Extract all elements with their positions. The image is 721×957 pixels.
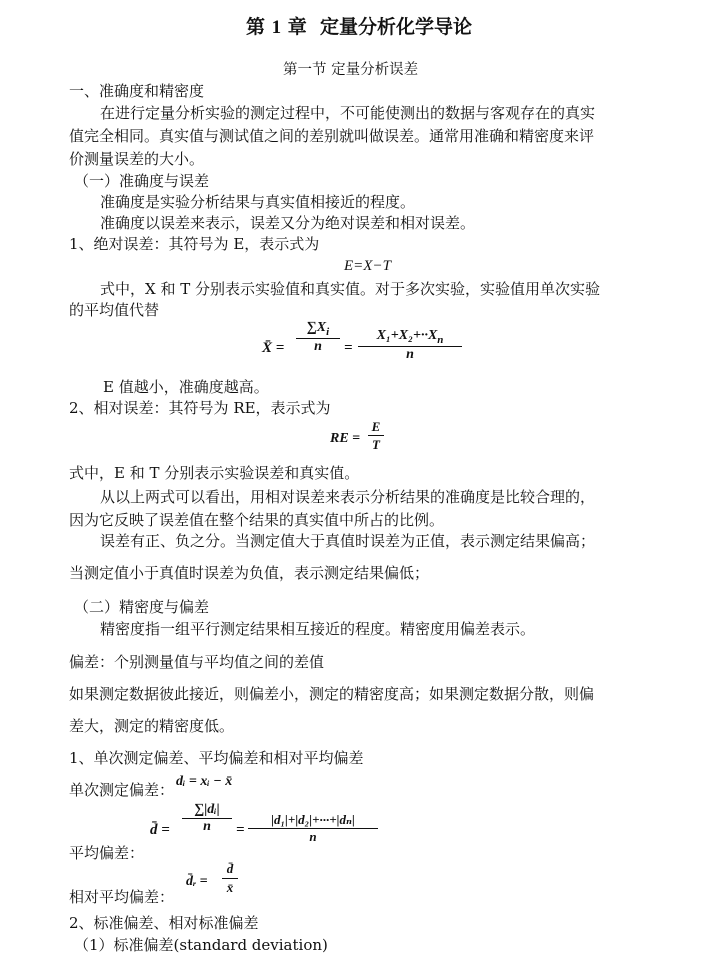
subscript-n: n [437, 333, 444, 346]
subscript-i: i [326, 325, 330, 338]
chapter-suffix: 章 [287, 16, 307, 38]
avg-lhs: d̄ = [150, 822, 170, 838]
paragraph-line: 式中，E 和 T 分别表示实验误差和真实值。 [69, 464, 360, 482]
relative-average-deviation-formula [186, 860, 246, 904]
paragraph-line: 准确度是实验分析结果与真实值相接近的程度。 [100, 193, 416, 211]
chapter-title [246, 14, 472, 41]
heading-relative-error: 2、相对误差：其符号为 RE，表示式为 [69, 399, 331, 417]
paragraph-line: 精密度指一组平行测定结果相互接近的程度。精密度用偏差表示。 [100, 620, 536, 638]
heading-standard-deviation: 2、标准偏差、相对标准偏差 [69, 914, 259, 932]
absolute-error-formula: E=X−T [344, 258, 391, 274]
heading-accuracy-precision: 一、准确度和精密度 [69, 82, 205, 100]
mean-formula-lhs: X̄ = [262, 340, 285, 356]
paragraph-line: E 值越小，准确度越高。 [103, 378, 269, 396]
paragraph-line: 价测量误差的大小。 [69, 150, 205, 168]
mean-fraction-2 [358, 328, 462, 363]
paragraph-line: 误差有正、负之分。当测定值大于真值时误差为正值，表示测定结果偏高； [100, 532, 596, 550]
paragraph-line: 差大，测定的精密度低。 [69, 717, 235, 735]
paragraph-line: 当测定值小于真值时误差为负值，表示测定结果偏低； [69, 564, 430, 582]
mean-denominator-2: n [406, 346, 414, 362]
paragraph-line: 因为它反映了误差值在整个结果的真实值中所占的比例。 [69, 511, 445, 529]
relavg-lhs: d̄ᵣ = [186, 874, 208, 889]
mean-numerator-1 [296, 320, 340, 338]
paragraph-line: 的平均值代替 [69, 301, 160, 319]
paragraph-line: 值完全相同。真实值与测试值之间的差别就叫做误差。通常用准确和精密度来评 [69, 127, 595, 145]
chapter-name: 定量分析化学导论 [320, 16, 473, 38]
paragraph-line: 从以上两式可以看出，用相对误差来表示分析结果的准确度是比较合理的， [100, 488, 596, 506]
single-deviation-formula: dᵢ = xᵢ − x̄ [176, 774, 233, 789]
re-denominator: T [372, 437, 380, 452]
relavg-denominator: x̄ [226, 880, 234, 895]
sum-x: ∑X [306, 320, 327, 335]
sum-terms: X₁+X₂+··X [376, 328, 438, 343]
heading-standard-deviation-sub: （1）标准偏差(standard deviation) [74, 936, 328, 954]
mean-fraction-1 [296, 320, 340, 355]
avg-numerator-1: ∑|dᵢ| [194, 802, 220, 817]
heading-single-deviation: 1、单次测定偏差、平均偏差和相对平均偏差 [69, 749, 364, 767]
paragraph-line: 准确度以误差来表示，误差又分为绝对误差和相对误差。 [100, 214, 476, 232]
re-lhs: RE = [330, 431, 361, 446]
chapter-number: 1 [271, 17, 282, 38]
equals-sign: = [344, 340, 353, 356]
heading-precision-deviation: （二）精密度与偏差 [74, 598, 210, 616]
equals-sign: = [236, 822, 245, 838]
avg-fraction-1 [182, 802, 232, 835]
heading-accuracy-error: （一）准确度与误差 [74, 172, 210, 190]
relative-error-formula [330, 418, 390, 460]
relavg-fraction [222, 860, 238, 897]
paragraph-line: 在进行定量分析实验的测定过程中，不可能使测出的数据与客观存在的真实 [100, 104, 596, 122]
re-fraction [368, 418, 384, 453]
paragraph-line: 如果测定数据彼此接近，则偏差小，测定的精密度高；如果测定数据分散，则偏 [69, 685, 595, 703]
chapter-prefix: 第 [246, 16, 266, 38]
mean-numerator-2 [358, 328, 462, 346]
avg-denominator-1: n [203, 819, 211, 834]
re-numerator: E [371, 419, 381, 434]
heading-absolute-error: 1、绝对误差：其符号为 E，表示式为 [69, 235, 320, 253]
avg-fraction-2 [248, 812, 378, 845]
paragraph-line: 式中，X 和 T 分别表示实验值和真实值。对于多次实验，实验值用单次实验 [100, 280, 600, 298]
average-deviation-formula [150, 798, 380, 856]
single-deviation-label: 单次测定偏差： [69, 781, 175, 799]
section-title: 第一节 定量分析误差 [283, 62, 419, 78]
mean-denominator-1: n [314, 338, 322, 354]
mean-formula [262, 318, 462, 374]
paragraph-line: 偏差：个别测量值与平均值之间的差值 [69, 653, 325, 671]
avg-denominator-2: n [309, 829, 317, 844]
relative-average-deviation-label: 相对平均偏差： [69, 888, 175, 906]
avg-numerator-2: |d₁|+|d₂|+···+|dₙ| [271, 812, 355, 827]
average-deviation-label: 平均偏差： [69, 844, 145, 862]
relavg-numerator: d̄ [226, 861, 234, 876]
